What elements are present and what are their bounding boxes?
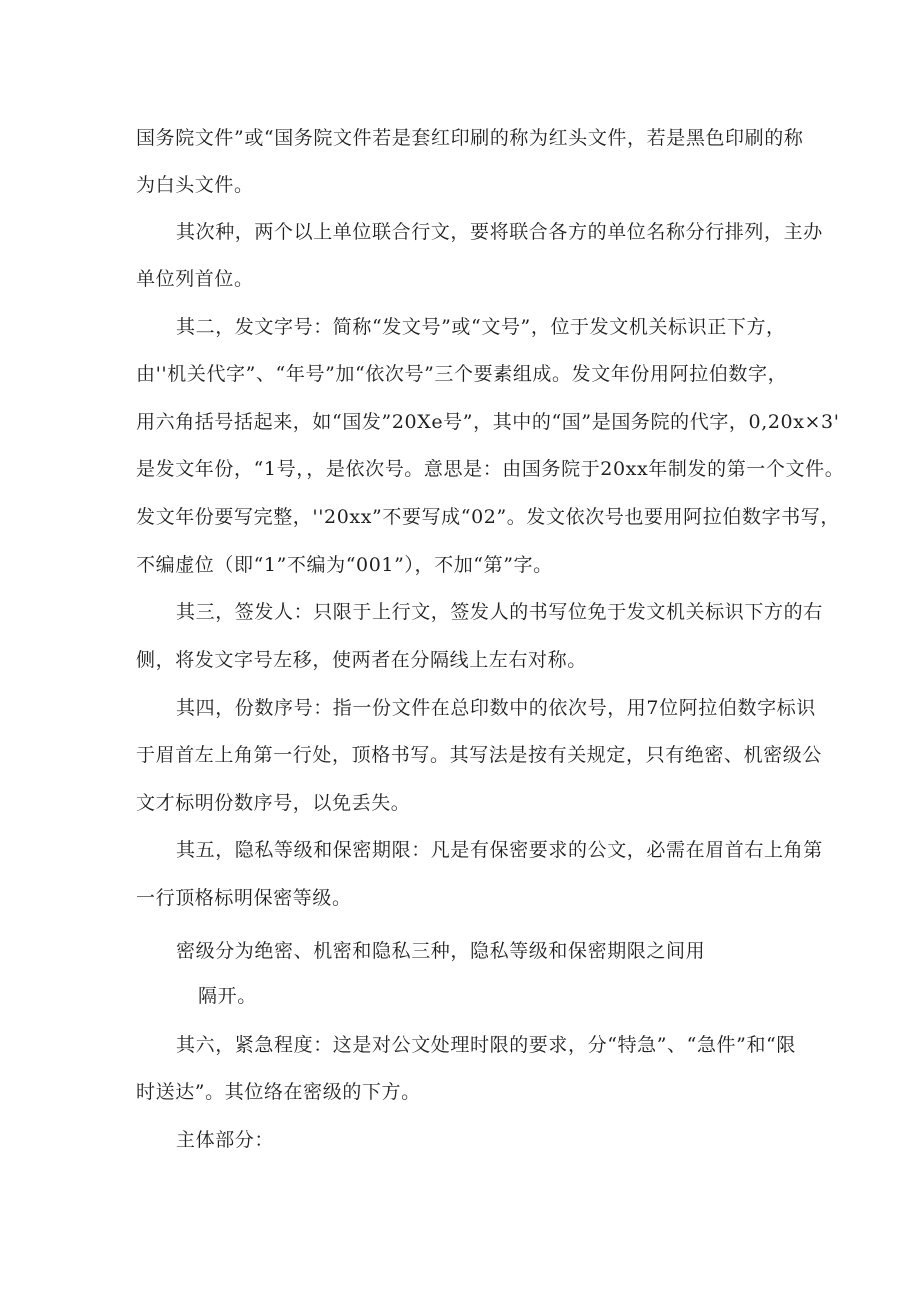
paragraph-line: 其二，发文字号：简称“发文号”或“文号”，位于发文机关标识正下方， — [176, 316, 786, 338]
paragraph-line: 隔开。 — [198, 985, 257, 1007]
paragraph-line: 其五，隐私等级和保密期限：凡是有保密要求的公文，必需在眉首右上角第 — [176, 839, 823, 861]
paragraph-line: 国务院文件”或“国务院文件若是套红印刷的称为红头文件，若是黑色印刷的称 — [136, 127, 804, 149]
paragraph-line: 其次种，两个以上单位联合行文，要将联合各方的单位名称分行排列，主办 — [176, 221, 823, 243]
paragraph-line: 发文年份要写完整，''20xx”不要写成“02”。发文依次号也要用阿拉伯数字书写， — [136, 506, 840, 528]
paragraph-line: 时送达”。其位络在密级的下方。 — [136, 1081, 421, 1103]
paragraph-line: 侧，将发文字号左移，使两者在分隔线上左右对称。 — [136, 649, 587, 671]
paragraph-line: 由''机关代字”、“年号”加“依次号”三个要素组成。发文年份用阿拉伯数字， — [136, 363, 788, 385]
paragraph-line: 为白头文件。 — [136, 174, 254, 196]
paragraph-line: 用六角括号括起来，如“国发”20Xe号”，其中的“国”是国务院的代字，0,20x×3' — [136, 411, 840, 433]
paragraph-line: 于眉首左上角第一行处，顶格书写。其写法是按有关规定，只有绝密、机密级公 — [136, 744, 823, 766]
paragraph-line: 不编虚位（即“1”不编为“001”），不加“第”字。 — [136, 554, 553, 576]
paragraph-line: 主体部分： — [176, 1129, 275, 1151]
paragraph-line: 文才标明份数序号，以免丢失。 — [136, 792, 411, 814]
paragraph-line: 其三，签发人：只限于上行文，签发人的书写位免于发文机关标识下方的右 — [176, 601, 823, 623]
paragraph-line: 其四，份数序号：指一份文件在总印数中的依次号，用7位阿拉伯数字标识 — [176, 697, 816, 719]
paragraph-line: 是发文年份，“1号，，是依次号。意思是：由国务院于20xx年制发的第一个文件。 — [136, 458, 845, 480]
paragraph-line: 密级分为绝密、机密和隐私三种，隐私等级和保密期限之间用 — [176, 940, 706, 962]
paragraph-line: 单位列首位。 — [136, 268, 254, 290]
paragraph-line: 一行顶格标明保密等级。 — [136, 887, 352, 909]
paragraph-line: 其六，紧急程度：这是对公文处理时限的要求，分“特急”、“急件”和“限 — [176, 1034, 796, 1056]
